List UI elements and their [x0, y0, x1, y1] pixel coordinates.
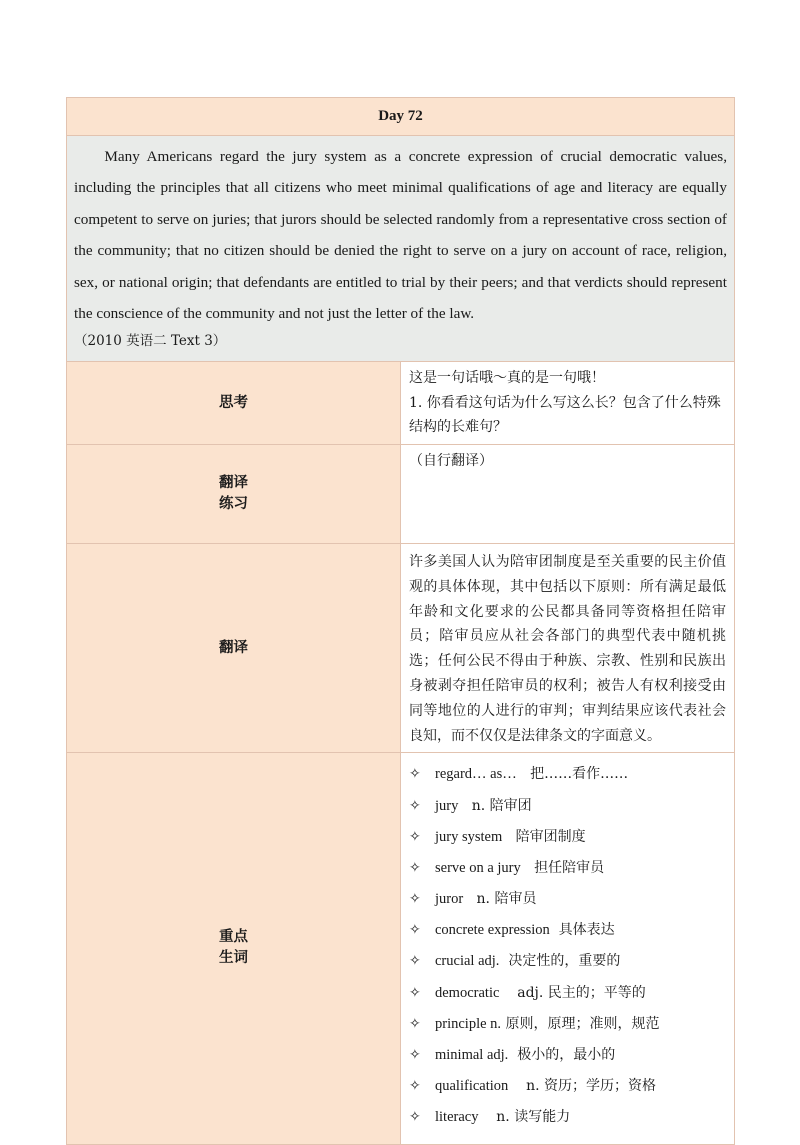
vocab-term: jury system	[435, 828, 503, 845]
diamond-bullet-icon: ✧	[409, 984, 421, 1001]
diamond-bullet-icon: ✧	[409, 1109, 421, 1126]
vocab-definition: 担任陪审员	[520, 859, 605, 876]
vocab-definition: n. 读写能力	[478, 1109, 571, 1126]
think-line-1: 这是一句话哦～真的是一句哦！	[409, 370, 605, 387]
diamond-bullet-icon: ✧	[409, 1078, 421, 1095]
translation-label: 翻译	[67, 543, 401, 752]
english-passage-cell	[67, 136, 735, 362]
translation-text: 许多美国人认为陪审团制度是至关重要的民主价值观的具体体现，其中包括以下原则：所有满足最低年龄和文化要求的公民都具备同等资格担任陪审员；陪审员应从社会各部门的典型代表中随机挑选；任何公民不得由于种族、宗教、性别和民族出身被剥夺担任陪审员的权利；被告人有权利接受由同等地位的人进行的审判；审判结果应该代表社会良知，而不仅仅是法律条文的字面意义。	[401, 543, 735, 752]
vocab-item	[409, 759, 726, 790]
diamond-bullet-icon: ✧	[409, 891, 421, 908]
vocab-definition: 决定性的，重要的	[499, 953, 621, 970]
diamond-bullet-icon: ✧	[409, 797, 421, 814]
vocab-definition: 陪审团制度	[502, 828, 586, 845]
vocab-term: jury	[435, 797, 459, 814]
vocab-term: literacy	[435, 1109, 479, 1126]
practice-placeholder: （自行翻译）	[409, 452, 493, 469]
vocab-definition: 极小的，最小的	[508, 1047, 616, 1063]
day-title: Day 72	[67, 98, 735, 136]
practice-label-line-1: 翻译	[219, 474, 248, 491]
vocab-definition: 原则，原理；准则，规范	[501, 1015, 660, 1032]
practice-area[interactable]	[401, 444, 735, 543]
diamond-bullet-icon: ✧	[409, 766, 421, 783]
vocab-item	[409, 1102, 726, 1133]
vocab-item	[409, 822, 726, 853]
diamond-bullet-icon: ✧	[409, 1047, 421, 1063]
vocab-definition: 具体表达	[549, 922, 615, 939]
diamond-bullet-icon: ✧	[409, 922, 421, 939]
vocab-definition: adj. 民主的；平等的	[499, 984, 646, 1001]
vocab-item	[409, 791, 726, 822]
vocab-definition: n. 陪审团	[458, 797, 532, 814]
vocab-item	[409, 1040, 726, 1071]
diamond-bullet-icon: ✧	[409, 859, 421, 876]
vocab-content	[401, 753, 735, 1144]
diamond-bullet-icon: ✧	[409, 828, 421, 845]
passage-source: （2010 英语二 Text 3）	[74, 333, 227, 350]
vocab-label-line-1: 重点	[219, 929, 248, 946]
passage-text: Many Americans regard the jury system as a concrete expression of crucial democratic values, including the principles that all citizens who meet minimal qualifications of age and literacy are equally competent to serve on juries; that jurors should be selected randomly from a representative cross section of the community; that no citizen should be denied the right to serve on a jury on account of race, religion, sex, or national origin; that defendants are entitled to trial by their peers; and that verdicts should represent the conscience of the community and not just the letter of the law.	[74, 148, 727, 323]
study-card-table	[66, 97, 735, 1145]
practice-label-line-2: 练习	[219, 495, 248, 512]
vocab-term: crucial adj.	[435, 953, 500, 970]
think-question: 1. 你看看这句话为什么写这么长？包含了什么特殊结构的长难句？	[409, 394, 721, 436]
vocab-term: minimal adj.	[435, 1047, 509, 1063]
vocab-list	[409, 757, 726, 1139]
vocab-term: qualification	[435, 1078, 509, 1095]
vocab-item	[409, 853, 726, 884]
vocab-term: juror	[435, 891, 464, 908]
vocab-term: democratic	[435, 984, 500, 1001]
vocab-term: principle n.	[435, 1015, 502, 1032]
diamond-bullet-icon: ✧	[409, 953, 421, 970]
vocab-term: concrete expression	[435, 922, 550, 939]
practice-label	[67, 444, 401, 543]
think-content	[401, 362, 735, 445]
vocab-item	[409, 946, 726, 977]
vocab-definition: 把……看作……	[516, 766, 629, 783]
vocab-item	[409, 1009, 726, 1040]
vocab-item	[409, 1071, 726, 1102]
vocab-term: serve on a jury	[435, 859, 521, 876]
vocab-item	[409, 915, 726, 946]
vocab-item	[409, 884, 726, 915]
diamond-bullet-icon: ✧	[409, 1015, 421, 1032]
vocab-label	[67, 753, 401, 1144]
vocab-label-line-2: 生词	[219, 950, 248, 967]
vocab-term: regard… as…	[435, 766, 517, 783]
vocab-definition: n. 陪审员	[463, 891, 537, 908]
think-label: 思考	[67, 362, 401, 445]
vocab-definition: n. 资历；学历；资格	[508, 1078, 656, 1095]
vocab-item	[409, 978, 726, 1009]
